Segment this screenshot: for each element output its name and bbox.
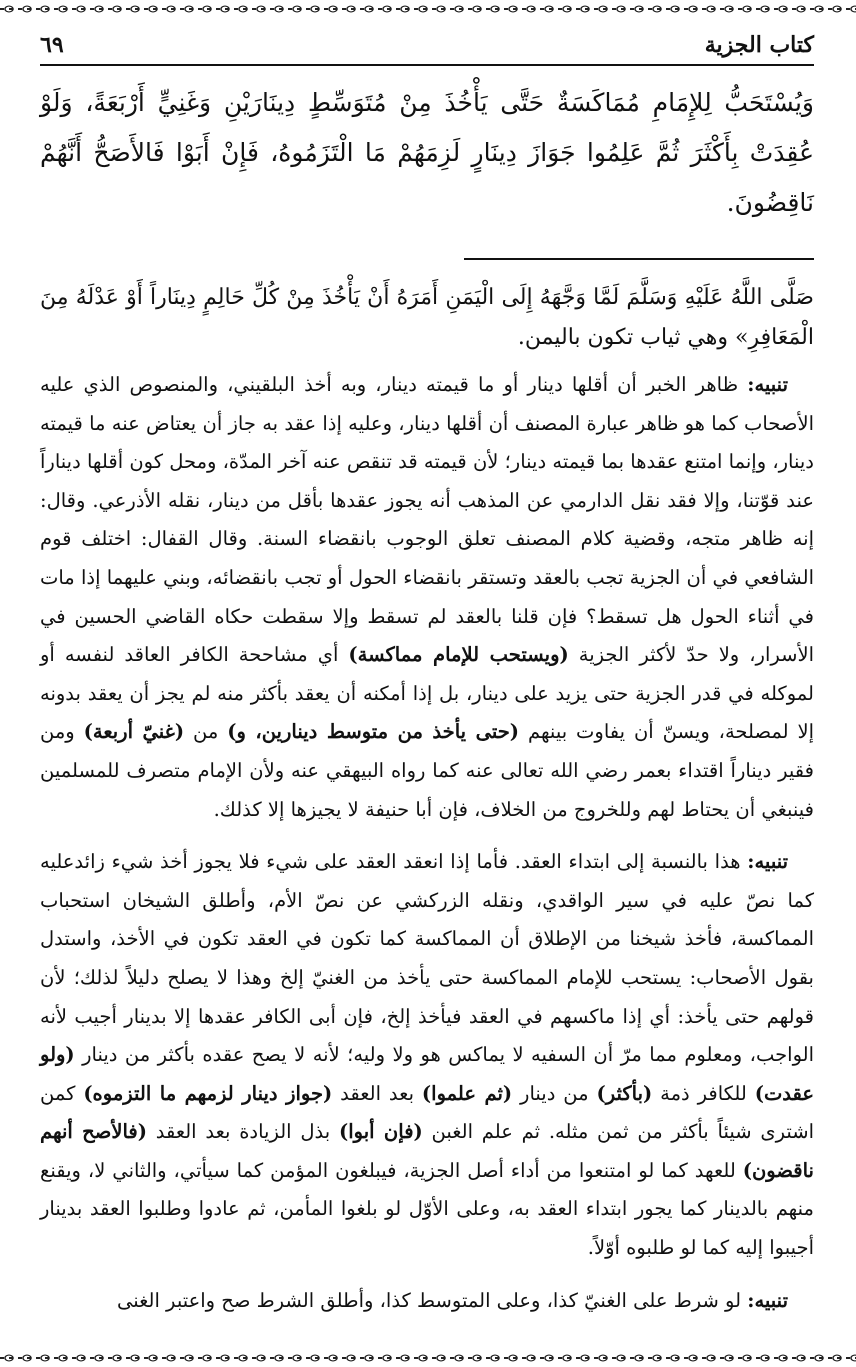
commentary-text: للكافر ذمة	[660, 1081, 747, 1105]
matn-reference: (حتى يأخذ من متوسط دينارين، و)	[227, 720, 520, 744]
page-header	[40, 24, 814, 66]
matn-reference: (ولو عقدت)	[40, 1043, 815, 1105]
matn-reference: (جواز دينار لزمهم ما التزموه)	[83, 1081, 333, 1105]
bottom-ornamental-border	[0, 1349, 856, 1367]
matn-reference: (ثم علموا)	[421, 1081, 513, 1105]
commentary-text: لو شرط على الغنيّ كذا، وعلى المتوسط كذا، وأطلق الشرط صح واعتبر الغنى	[116, 1288, 742, 1312]
matn-reference: (غنيّ أربعة)	[83, 720, 185, 744]
footnote-separator	[464, 258, 814, 260]
matn-reference: (بأكثر)	[596, 1081, 653, 1105]
commentary-text: أي مشاححة الكافر العاقد لنفسه أو لموكله في قدر الجزية حتى يزيد على دينار، بل إذا أمكنه أن يعقد بأكثر منه لم يجز أن يعقد بدونه إلا لمصلحة، ويسنّ أن يفاوت بينهم	[40, 643, 815, 744]
commentary-paragraph-3	[40, 1282, 814, 1321]
commentary-text: من دينار	[520, 1081, 589, 1105]
matn-text: وَيُسْتَحَبُّ لِلإِمَامِ مُمَاكَسَةٌ حَتَّى يَأْخُذَ مِنْ مُتَوَسِّطٍ دِينَارَيْنِ وَغَنِيٍّ أَرْبَعَةً، وَلَوْ عُقِدَتْ بِأَكْثَرَ ثُمَّ عَلِمُوا جَوَازَ دِينَارٍ لَزِمَهُمْ مَا الْتَزَمُوهُ، فَإِنْ أَبَوْا فَالأَصَحُّ أَنَّهُمْ نَاقِضُونَ.	[40, 88, 814, 217]
footnote-quote: صَلَّى اللَّهُ عَلَيْهِ وَسَلَّمَ لَمَّا وَجَّهَهُ إِلَى الْيَمَنِ أَمَرَهُ أَنْ يَأْخُذَ مِنْ كُلِّ حَالِمٍ دِينَاراً أَوْ عَدْلَهُ مِنَ الْمَعَافِرِ» وهي ثياب تكون باليمن.	[40, 285, 814, 350]
note-label: تنبيه:	[747, 850, 789, 874]
matn-reference: (ويستحب للإمام مماكسة)	[348, 643, 569, 667]
top-ornamental-border	[0, 0, 856, 18]
commentary-text: ومن فقير ديناراً اقتداء بعمر رضي الله تعالى عنه كما رواه البيهقي عنه ولأن الإمام متصرف للمسلمين فينبغي أن يحتاط لهم وللخروج من الخلاف، فإن أبا حنيفة لا يجيزها إلا كذلك.	[40, 720, 814, 821]
commentary-paragraph-1	[40, 366, 814, 829]
commentary-text: بذل الزيادة بعد العقد	[155, 1120, 331, 1144]
commentary-text: للعهد كما لو امتنعوا من أداء أصل الجزية، فيبلغون المؤمن كما سيأتي، والثاني لا، ويقنع منهم بالدينار كما يجور ابتداء العقد به، وعلى الأوّل لو بلغوا المأمن، ثم عادوا وطلبوا العقد بدينار أجيبوا إليه كما لو طلبوه أوّلاً.	[40, 1158, 814, 1260]
commentary-text: بعد العقد	[340, 1081, 415, 1105]
matn-reference: (فالأصح أنهم ناقضون)	[40, 1120, 814, 1182]
running-title: كتاب الجزية	[704, 32, 814, 58]
matn-reference: (فإن أبوا)	[339, 1120, 423, 1144]
commentary-text: هذا بالنسبة إلى ابتداء العقد. فأما إذا انعقد العقد على شيء فلا يجوز أخذ شيء زائدعليه كما نصّ عليه في سير الواقدي، ونقله الزركشي عن نصّ الأم، وأطلق الشيخان استحباب المماكسة، فأخذ شيخنا من الإطلاق أن المماكسة كما تكون في العقد تكون في الأخذ، واستدل بقول الأصحاب: يستحب للإمام المماكسة حتى يأخذ من الغنيّ إلخ وهذا لا يصلح دليلاً لذلك؛ لأن قولهم حتى يأخذ: أي إذا ماكسهم في العقد فيأخذ إلخ، فإن أبى الكافر عقدها إلا بدينار أجيب لأنه الواجب، ومعلوم مما مرّ أن السفيه لا يماكس هو ولا وليه؛ لأنه لا يصح عقده بأكثر من دينار	[40, 850, 815, 1067]
page-content	[40, 78, 814, 1334]
commentary-text: من	[193, 720, 219, 744]
commentary-paragraph-2	[40, 843, 814, 1268]
commentary-text: ظاهر الخبر أن أقلها دينار أو ما قيمته دينار، وبه أخذ البلقيني، والمنصوص الذي عليه الأصحاب كما هو ظاهر عبارة المصنف أن أقلها دينار، وعليه إذا عقد به جاز أن يعتاض عنه ما قيمته دينار، وإنما امتنع عقدها بما قيمته دينار؛ لأن قيمته قد تنقص عنه آخر المدّة، ومحل كون أقلها ديناراً عند قوّتنا، وإلا فقد نقل الدارمي عن المذهب أنه يجوز عقدها بأقل من دينار، نقله الأذرعي. وقال: إنه ظاهر متجه، وقضية كلام المصنف تعلق الوجوب بانقضاء السنة. وقال القفال: اختلف قوم الشافعي في أن الجزية تجب بالعقد وتستقر بانقضاء الحول أو تجب بانقضائه، وبني عليهما إذا مات في أثناء الحول هل تسقط؟ فإن قلنا بالعقد لم تسقط وإلا سقطت حكاه القاضي الحسين في الأسرار، ولا حدّ لأكثر الجزية	[40, 373, 814, 667]
note-label: تنبيه:	[747, 373, 788, 396]
page-number: ٦٩	[40, 32, 64, 58]
note-label: تنبيه:	[747, 1288, 788, 1312]
commentary-text: كمن اشترى شيئاً بأكثر من ثمن مثله. ثم علم الغبن	[40, 1081, 814, 1144]
